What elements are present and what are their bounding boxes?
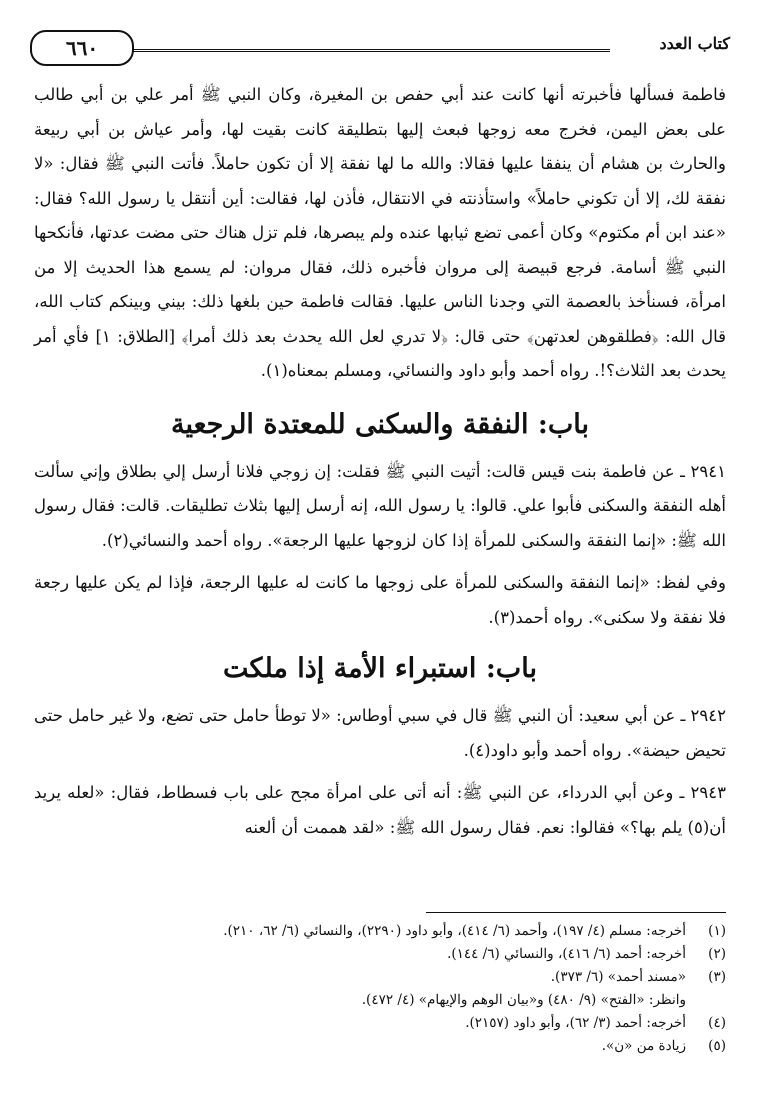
- paragraph: فاطمة فسألها فأخبرته أنها كانت عند أبي حفص بن المغيرة، وكان النبي ﷺ أمر علي بن أبي طالب على بعض اليمن، فخرج معه زوجها فبعث إليها بتطليقة كانت بقيت لها، وأمر عياش بن أبي ربيعة والحارث بن هشام أن ينفقا عليها فقالا: والله ما لها نفقة إلا أن تكون حاملاً. فأتت النبي ﷺ فقال: «لا نفقة لك، إلا أن تكوني حاملاً» واستأذنته في الانتقال، فأذن لها، فقالت: أين أنتقل يا رسول الله؟ فقال: «عند ابن أم مكتوم» وكان أعمى تضع ثيابها عنده ولم يبصرها، فلم تزل هناك حتى مضت عدتها، فأنكحها النبي ﷺ أسامة. فرجع قبيصة إلى مروان فأخبره ذلك، فقال مروان: لم يسمع هذا الحديث إلا من امرأة، فسنأخذ بالعصمة التي وجدنا الناس عليها. فقالت فاطمة حين بلغها ذلك: بيني وبينكم كتاب الله، قال الله: ﴿فطلقوهن لعدتهن﴾ حتى قال: ﴿لا تدري لعل الله يحدث بعد ذلك أمرا﴾ [الطلاق: ١] فأي أمر يحدث بعد الثلاث؟!. رواه أحمد وأبو داود والنسائي، ومسلم بمعناه(١).: [34, 85, 726, 380]
- footnote-number: (١): [708, 923, 726, 939]
- hadith-paragraph: ٢٩٤٣ ـ وعن أبي الدرداء، عن النبي ﷺ: أنه أتى على امرأة مجح على باب فسطاط، فقال: «لعله يريد أن(٥) يلم بها؟» فقالوا: نعم. فقال رسول الله ﷺ: «لقد هممت أن ألعنه: [34, 783, 726, 837]
- footnote-number: (٢): [708, 946, 726, 962]
- footnote: [34, 1012, 726, 1035]
- footnote-number: (٣): [708, 969, 726, 985]
- footnote-text: أخرجه: مسلم (٤/ ١٩٧)، وأحمد (٦/ ٤١٤)، وأبو داود (٢٢٩٠)، والنسائي (٦/ ٦٢، ٢١٠).: [223, 923, 686, 939]
- footnote: [34, 1035, 726, 1058]
- hadith-paragraph: ٢٩٤٢ ـ عن أبي سعيد: أن النبي ﷺ قال في سبي أوطاس: «لا توطأ حامل حتى تضع، ولا غير حامل حتى تحيض حيضة». رواه أحمد وأبو داود(٤).: [34, 706, 726, 760]
- main-text: [34, 78, 726, 845]
- hadith-paragraph: ٢٩٤١ ـ عن فاطمة بنت قيس قالت: أتيت النبي ﷺ فقلت: إن زوجي فلانا أرسل إلي بطلاق وإني سألت أهله النفقة والسكنى فأبوا علي. قالوا: يا رسول الله، إنه أرسل إليها بثلاث تطليقات. قالت: فقال رسول الله ﷺ: «إنما النفقة والسكنى للمرأة إذا كان لزوجها عليها الرجعة». رواه أحمد والنسائي(٢).: [34, 461, 726, 550]
- footnote-number: [686, 989, 726, 1012]
- page-number: ٦٦٠: [30, 30, 134, 66]
- page-header: [30, 28, 730, 68]
- footnote-text: «مسند أحمد» (٦/ ٣٧٣).: [550, 969, 686, 985]
- section-heading: باب: النفقة والسكنى للمعتدة الرجعية: [170, 408, 590, 440]
- book-title: كتاب العدد: [659, 34, 730, 53]
- footnote-number: (٥): [708, 1038, 726, 1054]
- hadith-paragraph: وفي لفظ: «إنما النفقة والسكنى للمرأة على زوجها ما كانت له عليها الرجعة، فإذا لم يكن عليها رجعة فلا نفقة ولا سكنى». رواه أحمد(٣).: [34, 573, 726, 627]
- footnotes: [34, 920, 726, 1058]
- footnote-number: (٤): [708, 1015, 726, 1031]
- footnote: [34, 966, 726, 989]
- footnote-divider: [426, 912, 726, 913]
- footnote-text: أخرجه: أحمد (٦/ ٤١٦)، والنسائي (٦/ ١٤٤).: [447, 946, 686, 962]
- footnote: [34, 943, 726, 966]
- footnote: [34, 989, 726, 1012]
- footnote-text: وانظر: «الفتح» (٩/ ٤٨٠) و«بيان الوهم والإيهام» (٤/ ٤٧٢).: [361, 992, 686, 1008]
- section-heading: باب: استبراء الأمة إذا ملكت: [223, 653, 537, 684]
- footnote-text: زيادة من «ن».: [601, 1038, 686, 1054]
- footnote-text: أخرجه: أحمد (٣/ ٦٢)، وأبو داود (٢١٥٧).: [465, 1015, 686, 1031]
- footnote: [34, 920, 726, 943]
